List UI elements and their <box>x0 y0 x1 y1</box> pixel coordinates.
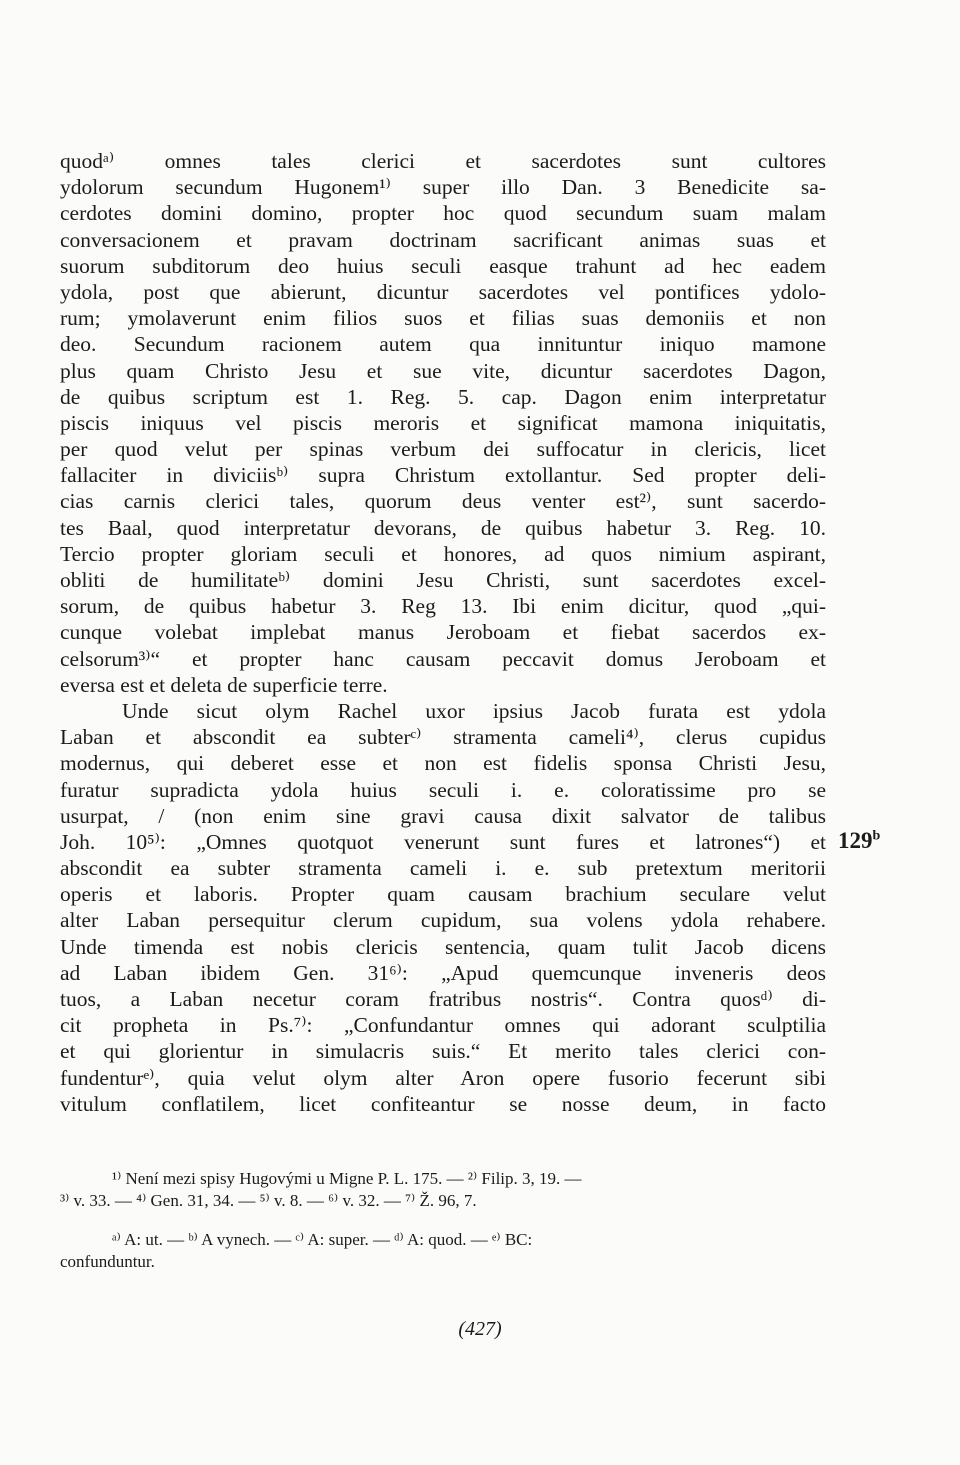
text-line: conversacionem et pravam doctrinam sacrificant animas suas et <box>60 227 826 252</box>
footnote-line: ³⁾ v. 33. — ⁴⁾ Gen. 31, 34. — ⁵⁾ v. 8. — ⁶⁾ v. 32. — ⁷⁾ Ž. 96, 7. <box>60 1191 477 1210</box>
apparatus-line: confunduntur. <box>60 1252 155 1271</box>
text-line: tes Baal, quod interpretatur devorans, de quibus habetur 3. Reg. 10. <box>60 515 826 540</box>
text-line: fundenturᵉ⁾, quia velut olym alter Aron opere fusorio fecerunt sibi <box>60 1065 826 1090</box>
text-line: celsorum³⁾“ et propter hanc causam peccavit domus Jeroboam et <box>60 646 826 671</box>
text-line: quodᵃ⁾ omnes tales clerici et sacerdotes sunt cultores <box>60 149 826 173</box>
text-line: cit propheta in Ps.⁷⁾: „Confundantur omnes qui adorant sculptilia <box>60 1013 826 1038</box>
paragraph-end-line: eversa est et deleta de superficie terre. <box>60 672 388 697</box>
text-line: fallaciter in diviciisᵇ⁾ supra Christum extollantur. Sed propter deli- <box>60 463 826 488</box>
footnote-line: ¹⁾ Není mezi spisy Hugovými u Migne P. L. 175. — ²⁾ Filip. 3, 19. — <box>112 1169 582 1188</box>
text-line: deo. Secundum racionem autem qua innituntur iniquo mamone <box>60 332 826 357</box>
text-line: tuos, a Laban necetur coram fratribus nostris“. Contra quosᵈ⁾ di- <box>60 987 826 1011</box>
text-line: cerdotes domini domino, propter hoc quod secundum suam malam <box>60 201 826 226</box>
text-line: rum; ymolaverunt enim filios suos et filias suas demoniis et non <box>60 306 826 331</box>
text-line: vitulum conflatilem, licet confiteantur se nosse deum, in facto <box>60 1091 826 1116</box>
page-number: (427) <box>458 1318 502 1340</box>
text-line: Unde timenda est nobis clericis sentencia, quam tulit Jacob dicens <box>60 934 826 959</box>
text-line: cunque volebat implebat manus Jeroboam et fiebat sacerdos ex- <box>60 620 826 645</box>
folio-number: 129 <box>838 828 873 853</box>
text-line: suorum subditorum deo huius seculi easque trahunt ad hec eadem <box>60 253 826 278</box>
text-line: Tercio propter gloriam seculi et honores, ad quos nimium aspirant, <box>60 541 826 566</box>
text-line: alter Laban persequitur clerum cupidum, sua volens ydola rehabere. <box>60 908 826 933</box>
text-line: modernus, qui deberet esse et non est fidelis sponsa Christi Jesu, <box>60 751 826 776</box>
text-line: cias carnis clerici tales, quorum deus venter est²⁾, sunt sacerdo- <box>60 489 826 514</box>
text-line: obliti de humilitateᵇ⁾ domini Jesu Christi, sunt sacerdotes excel- <box>60 568 826 592</box>
text-line: ydolorum secundum Hugonem¹⁾ super illo Dan. 3 Benedicite sa- <box>60 175 826 200</box>
apparatus-line: ᵃ⁾ A: ut. — ᵇ⁾ A vynech. — ᶜ⁾ A: super. — ᵈ⁾ A: quod. — ᵉ⁾ BC: <box>112 1230 533 1249</box>
text-line: Laban et abscondit ea subterᶜ⁾ stramenta cameli⁴⁾, clerus cupidus <box>60 725 826 750</box>
text-line: piscis iniquus vel piscis meroris et significat mamona iniquitatis, <box>60 410 826 435</box>
text-line: per quod velut per spinas verbum dei suffocatur in clericis, licet <box>60 437 826 462</box>
paragraph-start-line: Unde sicut olym Rachel uxor ipsius Jacob furata est ydola <box>122 698 826 723</box>
main-text <box>60 148 826 1117</box>
text-line: de quibus scriptum est 1. Reg. 5. cap. Dagon enim interpretatur <box>60 384 826 409</box>
text-line: ydola, post que abierunt, dicuntur sacerdotes vel pontifices ydolo- <box>60 279 826 304</box>
footnotes <box>60 1168 826 1273</box>
text-line: usurpat, / (non enim sine gravi causa dixit salvator de talibus <box>60 803 826 828</box>
folio-margin-note <box>838 828 880 854</box>
text-line: et qui glorientur in simulacris suis.“ Et merito tales clerici con- <box>60 1039 826 1064</box>
text-line: furatur supradicta ydola huius seculi i. e. coloratissime pro se <box>60 777 826 802</box>
folio-side: b <box>872 828 881 844</box>
text-line: operis et laboris. Propter quam causam brachium seculare velut <box>60 882 826 907</box>
text-line: abscondit ea subter stramenta cameli i. e. sub pretextum meritorii <box>60 856 826 881</box>
text-line: plus quam Christo Jesu et sue vite, dicuntur sacerdotes Dagon, <box>60 358 826 383</box>
text-line: ad Laban ibidem Gen. 31⁶⁾: „Apud quemcunque inveneris deos <box>60 960 826 985</box>
text-line: Joh. 10⁵⁾: „Omnes quotquot venerunt sunt fures et latrones“) et <box>60 829 826 854</box>
text-line: sorum, de quibus habetur 3. Reg 13. Ibi enim dicitur, quod „qui- <box>60 594 826 619</box>
